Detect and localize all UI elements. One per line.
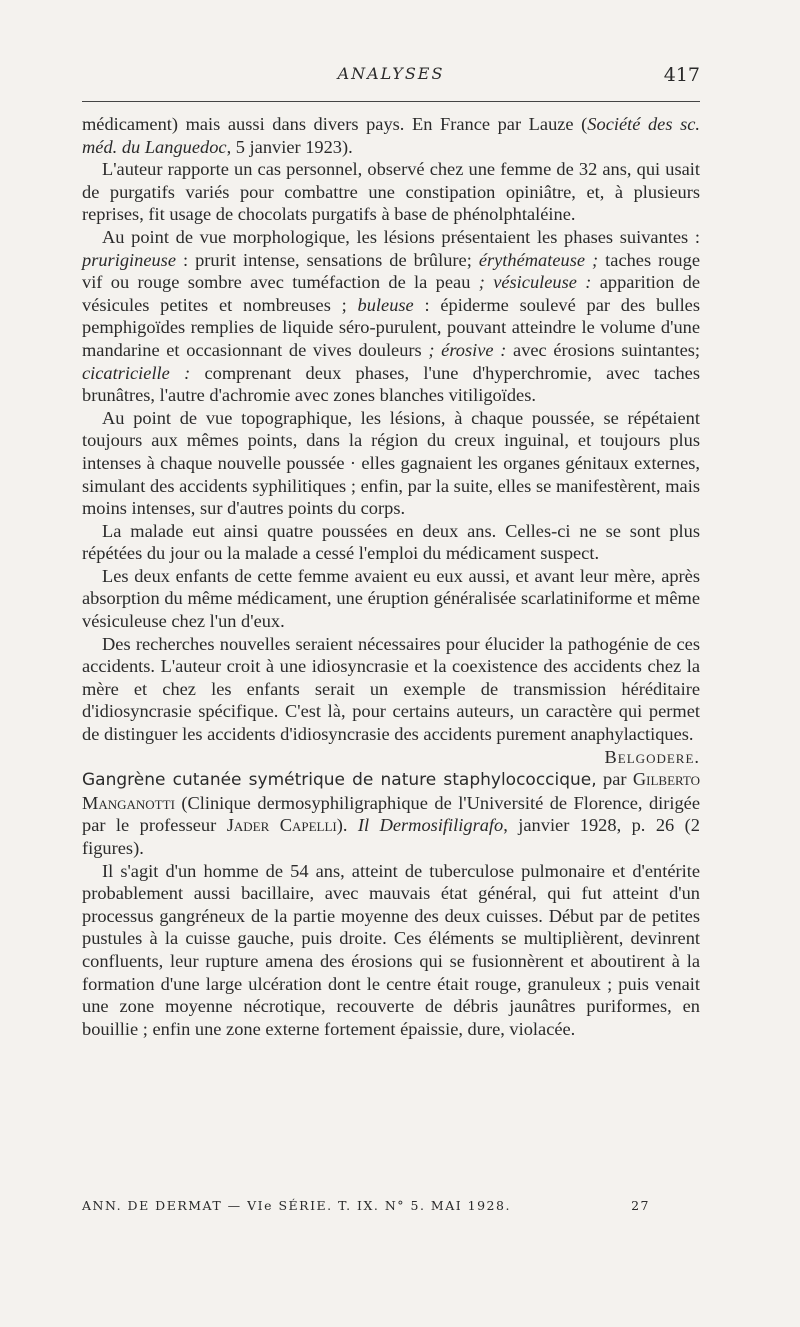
text-run: L'auteur rapporte un cas personnel, observé chez une femme de 32 ans, qui usait de purgatifs variés pour combattre une constipation opiniâtre, et, à plusieurs reprises, fit usage de chocolats purgatifs à base de phénolphtaléine. <box>82 159 700 225</box>
italic-text: ; vésiculeuse : <box>478 272 592 293</box>
text-run: Les deux enfants de cette femme avaient eu eux aussi, et avant leur mère, après absorption du même médicament, une éruption généralisée scarlatiniforme et même vésiculeuse chez l'un d'eux. <box>82 565 700 632</box>
section-title: Gangrène cutanée symétrique de nature staphylococcique, <box>82 770 597 791</box>
footer-journal-line: ANN. DE DERMAT — VIe SÉRIE. T. IX. N° 5. MAI 1928. <box>82 1198 511 1213</box>
italic-text: ; érosive : <box>428 339 507 360</box>
italic-text: cicatricielle : <box>82 362 191 383</box>
italic-text: Société des sc. méd. du Languedoc <box>82 114 700 157</box>
section-heading <box>82 768 700 859</box>
text-run: ( <box>581 114 588 134</box>
italic-text: prurigineuse <box>82 249 176 270</box>
author-signature: Belgodere. <box>604 746 700 767</box>
text-run: Au point de vue morphologique, les lésions présentaient les phases suivantes : <box>102 226 700 247</box>
text-run: comprenant deux phases, l'une d'hyperchromie, avec taches brunâtres, l'autre d'achromie avec zones blanches vitiligoïdes. <box>82 362 700 406</box>
section-affiliation-1: (Clinique dermosyphiligraphique de l'Université de Florence, dirigée par le professeur <box>82 792 700 836</box>
text-run: : prurit intense, sensations de brûlure; <box>176 249 479 270</box>
paragraph <box>82 407 700 520</box>
section-author: Gilberto Manganotti <box>82 769 700 813</box>
paragraph <box>82 565 700 633</box>
text-run: Des recherches nouvelles seraient nécessaires pour élucider la pathogénie de ces accidents. L'auteur croit à une idiosyncrasie et la coexistence des accidents chez la mère et chez les enfants serait un exemple de transmission héréditaire d'idiosyncrasie spécifique. C'est là, pour certains auteurs, un caractère qui permet de distinguer les accidents d'idiosyncrasie des accidents purement anaphylactiques. <box>82 633 700 745</box>
text-run: : épiderme soulevé par des bulles pemphigoïdes remplies de liquide séro-purulent, pouvant atteindre le volume d'une mandarine et occasionnant de vives douleurs <box>82 294 701 360</box>
section-by: par <box>596 769 633 790</box>
page-header <box>82 64 700 94</box>
italic-text: buleuse <box>357 294 414 315</box>
section-citation: , janvier 1928, p. 26 (2 figures). <box>82 815 701 858</box>
paragraph <box>82 520 700 565</box>
running-head: ANALYSES <box>337 64 445 83</box>
page-number: 417 <box>663 64 700 86</box>
text-run: médicament) mais aussi dans divers pays. En France par Lauze <box>82 114 582 134</box>
text-run: avec érosions suintantes; <box>506 339 700 360</box>
section-body: Il s'agit d'un homme de 54 ans, atteint de tuberculose pulmonaire et d'entérite probablement aussi bacillaire, avec mauvais état général, qui fut atteint d'un processus gangréneux de la partie moyenne des deux cuisses. Début par de petites pustules à la cuisse gauche, puis droite. Ces éléments se multiplièrent, devinrent confluents, leur rupture amena des érosions qui se fusionnèrent et aboutirent à la formation d'une large ulcération dont le centre était rouge, granuleux ; puis venait une zone moyenne nécrotique, recouverte de débris jaunâtres puriformes, en bouillie ; enfin une zone externe fortement épaissie, dure, violacée. <box>82 860 700 1039</box>
section-journal: Il Dermosifiligrafo <box>357 815 504 836</box>
section-director: Jader Capelli <box>226 815 337 836</box>
page-footer <box>82 1198 700 1213</box>
text-run: , 5 janvier 1923). <box>226 136 353 157</box>
article-body <box>82 113 700 1040</box>
paragraph <box>82 226 700 407</box>
text-run: apparition de vésicules petites et nombreuses ; <box>82 272 700 315</box>
header-rule <box>82 101 700 102</box>
paragraph <box>82 633 700 746</box>
paragraph <box>82 113 700 158</box>
text-run: taches rouge vif ou rouge sombre avec tuméfaction de la peau <box>82 249 700 293</box>
footer-signature-mark: 27 <box>631 1198 650 1213</box>
text-run: La malade eut ainsi quatre poussées en deux ans. Celles-ci ne se sont plus répétées du jour ou la malade a cessé l'emploi du médicament suspect. <box>82 520 700 564</box>
italic-text: érythémateuse ; <box>478 249 599 270</box>
paragraph-list <box>82 113 700 746</box>
text-run: Au point de vue topographique, les lésions, à chaque poussée, se répétaient toujours aux mêmes points, dans la région du creux inguinal, et toujours plus intenses à chaque nouvelle poussée · elles gagnaient les organes génitaux externes, simulant des accidents syphilitiques ; enfin, par la suite, elles se manifestèrent, mais moins intenses, sur d'autres points du corps. <box>82 407 700 519</box>
paragraph <box>82 158 700 226</box>
section-affiliation-2: ). <box>336 815 358 836</box>
